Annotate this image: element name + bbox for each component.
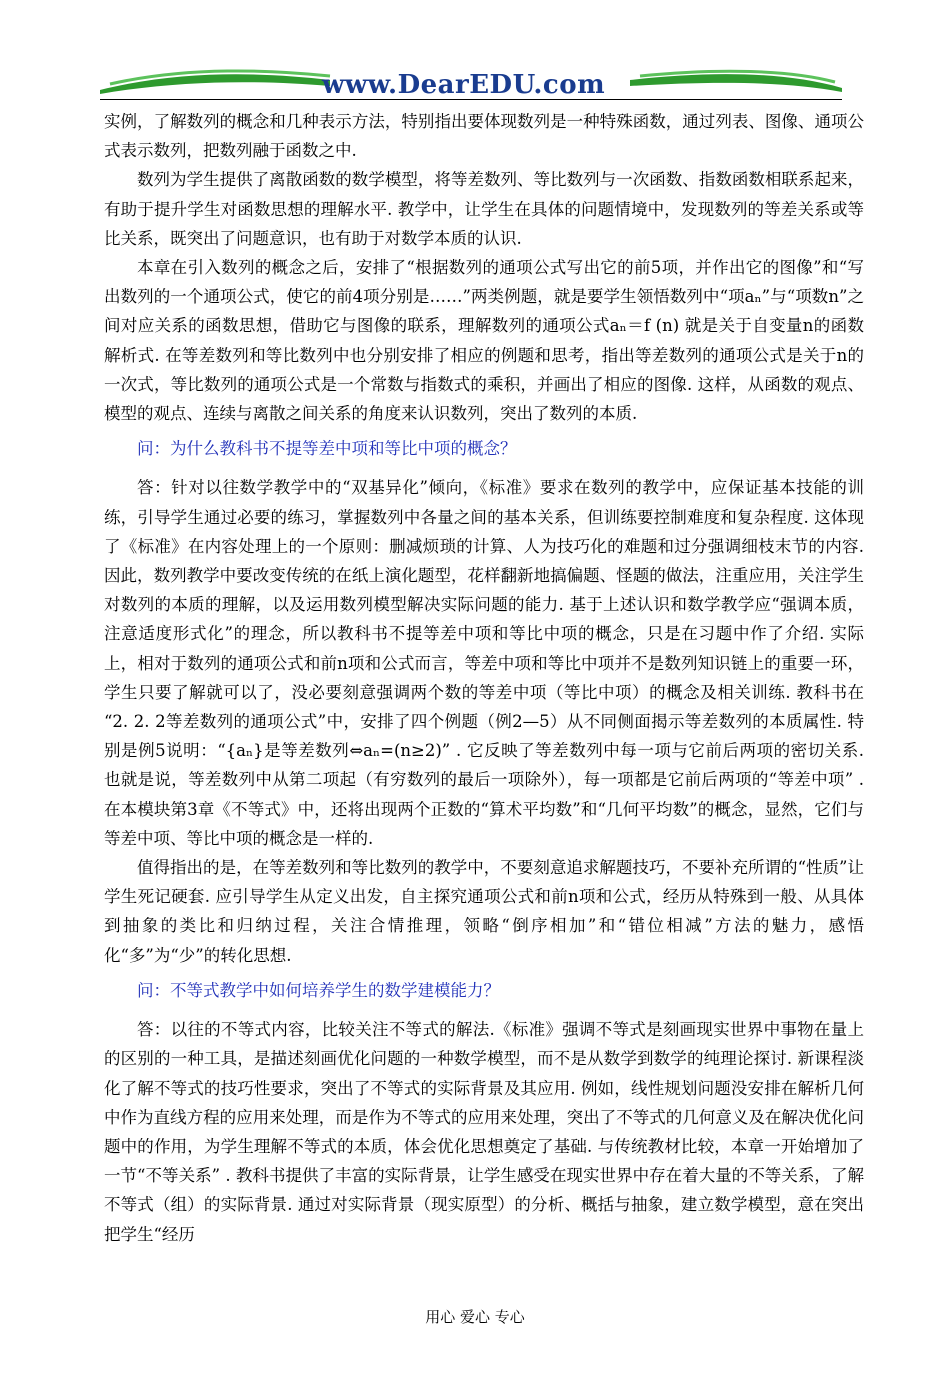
answer-1: 答：针对以往数学教学中的“双基异化”倾向，《标准》要求在数列的教学中，应保证基本技能的训练，引导学生通过必要的练习，掌握数列中各量之间的基本关系，但训练要控制难度和复杂程度. 这体现了《标准》在内容处理上的一个原则：删减烦琐的计算、人为技巧化的难题和过分强调细枝末节的内容. 因此，数列教学中要改变传统的在纸上演化题型，花样翻新地搞偏题、怪题的做法，注重应用，关注学生对数列的本质的理解，以及运用数列模型解决实际问题的能力. 基于上述认识和数学教学应“强调本质，注意适度形式化”的理念，所以教科书不提等差中项和等比中项的概念，只是在习题中作了介绍. 实际上，相对于数列的通项公式和前n项和公式而言，等差中项和等比中项并不是数列知识链上的重要一环，学生只要了解就可以了，没必要刻意强调两个数的等差中项（等比中项）的概念及相关训练. 教科书在 “2. 2. 2等差数列的通项公式”中，安排了四个例题（例2—5）从不同侧面揭示等差数列的本质属性. 特别是例5说明：“{aₙ}是等差数列⇔aₙ=(n≥2)” . 它反映了等差数列中每一项与它前后两项的密切关系. 也就是说，等差数列中从第二项起（有穷数列的最后一项除外），每一项都是它前后两项的“等差中项” . 在本模块第3章《不等式》中，还将出现两个正数的“算术平均数”和“几何平均数”的概念，显然，它们与等差中项、等比中项的概念是一样的.: [104, 478, 864, 848]
paragraph-1: 实例，了解数列的概念和几种表示方法，特别指出要体现数列是一种特殊函数，通过列表、图像、通项公式表示数列，把数列融于函数之中.: [104, 112, 864, 161]
page-header: [0, 0, 950, 110]
paragraph-2: 数列为学生提供了离散函数的数学模型，将等差数列、等比数列与一次函数、指数函数相联系起来，有助于提升学生对函数思想的理解水平. 教学中，让学生在具体的问题情境中，发现数列的等差关系或等比关系，既突出了问题意识，也有助于对数学本质的认识.: [104, 170, 864, 248]
article-body: [104, 107, 864, 1249]
question-2: 问：不等式教学中如何培养学生的数学建模能力？: [137, 980, 500, 1000]
answer-2: 答：以往的不等式内容，比较关注不等式的解法.《标准》强调不等式是刻画现实世界中事物在量上的区别的一种工具，是描述刻画优化问题的一种数学模型，而不是从数学到数学的纯理论探讨. 新课程淡化了解不等式的技巧性要求，突出了不等式的实际背景及其应用. 例如，线性规划问题没安排在解析几何中作为直线方程的应用来处理，而是作为不等式的应用来处理，突出了不等式的几何意义及在解决优化问题中的作用，为学生理解不等式的本质，体会优化思想奠定了基础. 与传统教材比较，本章一开始增加了一节“不等关系” . 教科书提供了丰富的实际背景，让学生感受在现实世界中存在着大量的不等关系，了解不等式（组）的实际背景. 通过对实际背景（现实原型）的分析、概括与抽象，建立数学模型，意在突出把学生“经历: [104, 1020, 864, 1244]
paragraph-6: 值得指出的是，在等差数列和等比数列的教学中，不要刻意追求解题技巧，不要补充所谓的“性质”让学生死记硬套. 应引导学生从定义出发，自主探究通项公式和前n项和公式，经历从特殊到一般、从具体到抽象的类比和归纳过程，关注合情推理，领略“倒序相加”和“错位相减”方法的魅力，感悟化“多”为“少”的转化思想.: [104, 858, 864, 965]
page-footer: 用心 爱心 专心: [425, 1308, 525, 1326]
paragraph-3: 本章在引入数列的概念之后，安排了“根据数列的通项公式写出它的前5项，并作出它的图像”和“写出数列的一个通项公式，使它的前4项分别是……”两类例题，就是要学生领悟数列中“项aₙ”与“项数n”之间对应关系的函数思想，借助它与图像的联系，理解数列的通项公式aₙ＝f (n) 就是关于自变量n的函数解析式. 在等差数列和等比数列中也分别安排了相应的例题和思考，指出等差数列的通项公式是关于n的一次式，等比数列的通项公式是一个常数与指数式的乘积，并画出了相应的图像. 这样，从函数的观点、模型的观点、连续与离散之间关系的角度来认识数列，突出了数列的本质.: [104, 258, 864, 424]
question-1: 问：为什么教科书不提等差中项和等比中项的概念？: [137, 439, 517, 459]
header-divider: [100, 99, 842, 100]
site-logo-text[interactable]: www.DearEDU.com: [322, 70, 606, 100]
